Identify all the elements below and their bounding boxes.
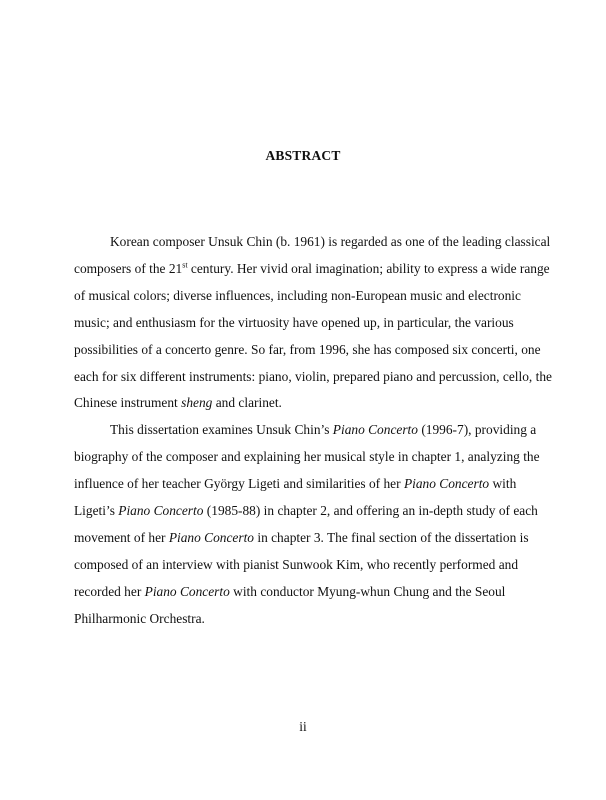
superscript-ordinal: st	[182, 260, 188, 270]
text-span: influence of her teacher György Ligeti and similarities of her	[74, 476, 404, 492]
text-span: movement of her	[74, 529, 169, 545]
text-span: Ligeti’s	[74, 503, 119, 519]
italic-title: Piano Concerto	[118, 503, 204, 519]
text-span: This dissertation examines Unsuk Chin’s	[110, 422, 333, 438]
text-span: with conductor Myung-whun Chung and the Seoul	[229, 583, 506, 599]
italic-term: sheng	[181, 395, 213, 411]
text-line: possibilities of a concerto genre. So far, from 1996, she has composed six concerti, one	[74, 341, 541, 357]
abstract-body	[74, 229, 552, 633]
text-line	[74, 579, 536, 606]
text-line: Korean composer Unsuk Chin (b. 1961) is regarded as one of the leading classical	[110, 234, 551, 249]
text-line	[74, 417, 536, 444]
text-line	[74, 525, 536, 552]
italic-title: Piano Concerto	[332, 422, 418, 438]
text-line: composed of an interview with pianist Sunwook Kim, who recently performed and	[74, 556, 519, 572]
text-span: recorded her	[74, 583, 145, 599]
paragraph-2	[74, 417, 540, 632]
text-line: Philharmonic Orchestra.	[74, 610, 205, 626]
page-number: ii	[299, 719, 307, 734]
text-span: (1996-7), providing a	[417, 422, 537, 438]
text-line	[74, 471, 536, 498]
text-line: of musical colors; diverse influences, including non-European music and electronic	[74, 287, 521, 303]
abstract-heading: ABSTRACT	[265, 148, 341, 163]
text-line: biography of the composer and explaining her musical style in chapter 1, analyzing the	[74, 449, 540, 465]
text-line: music; and enthusiasm for the virtuosity have opened up, in particular, the various	[74, 314, 514, 330]
text-span: century. Her vivid oral imagination; ability to express a wide range	[187, 260, 550, 276]
text-span: (1985-88) in chapter 2, and offering an in-depth study of each	[203, 503, 538, 519]
text-line	[74, 498, 536, 525]
text-line: each for six different instruments: piano, violin, prepared piano and percussion, cello, the	[74, 368, 552, 384]
text-span: and clarinet.	[212, 395, 282, 411]
italic-title: Piano Concerto	[403, 476, 490, 492]
text-span: Chinese instrument	[74, 395, 182, 411]
text-span: in chapter 3. The final section of the dissertation is	[254, 529, 529, 545]
text-line	[74, 256, 550, 283]
text-span: with	[489, 476, 517, 492]
italic-title: Piano Concerto	[168, 529, 254, 545]
paragraph-1	[74, 229, 552, 417]
text-span: composers of the 21	[74, 260, 183, 276]
italic-title: Piano Concerto	[144, 583, 230, 599]
text-line	[74, 390, 536, 417]
